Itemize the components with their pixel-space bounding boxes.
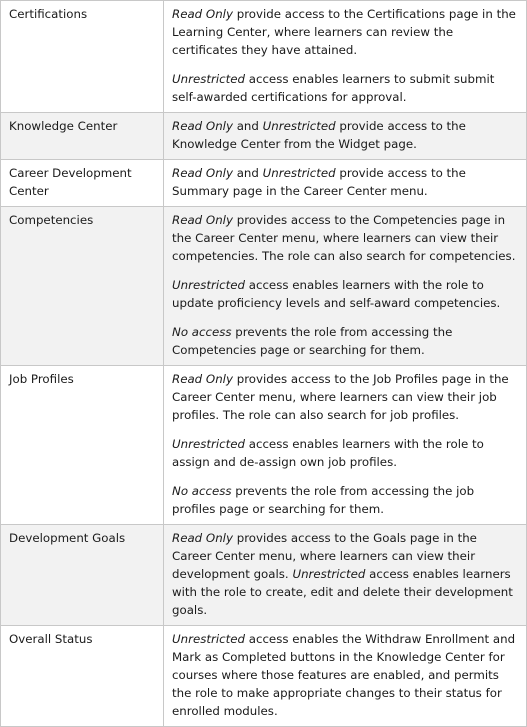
description-cell (164, 626, 527, 727)
description-text: and (232, 166, 263, 180)
description-text: provides access to the Job Profiles page in the Career Center menu, where learners can view their job profiles. The role can also search for job profiles. (172, 372, 509, 422)
feature-name-cell: Competencies (1, 207, 164, 366)
description-cell (164, 113, 527, 160)
access-level-term: No access (172, 484, 232, 498)
description-cell (164, 160, 527, 207)
description-cell (164, 525, 527, 626)
table-row (1, 1, 527, 113)
description-paragraph (172, 435, 518, 471)
description-paragraph (172, 630, 518, 720)
description-cell (164, 366, 527, 525)
table-row (1, 525, 527, 626)
feature-name-cell: Knowledge Center (1, 113, 164, 160)
description-paragraph (172, 70, 518, 106)
access-level-term: Read Only (172, 531, 233, 545)
access-level-term: Unrestricted (172, 632, 245, 646)
access-level-term: Unrestricted (172, 437, 245, 451)
feature-name-cell: Job Profiles (1, 366, 164, 525)
access-level-term: Read Only (172, 7, 233, 21)
description-text: provide access to the Certifications page in the Learning Center, where learners can review the certificates they have attained. (172, 7, 516, 57)
description-text: prevents the role from accessing the Competencies page or searching for them. (172, 325, 453, 357)
description-text: access enables learners to submit submit self-awarded certifications for approval. (172, 72, 495, 104)
description-text: provides access to the Goals page in the Career Center menu, where learners can view their development goals. (172, 531, 477, 581)
description-text: access enables learners with the role to assign and de-assign own job profiles. (172, 437, 484, 469)
permissions-table-body (1, 1, 527, 727)
access-level-term: No access (172, 325, 232, 339)
description-paragraph (172, 164, 518, 200)
description-paragraph (172, 117, 518, 153)
description-paragraph (172, 529, 518, 619)
table-row (1, 207, 527, 366)
description-cell (164, 1, 527, 113)
access-level-term: Read Only (172, 119, 233, 133)
table-row (1, 626, 527, 727)
access-level-term: Unrestricted (172, 278, 245, 292)
description-paragraph (172, 482, 518, 518)
description-paragraph (172, 276, 518, 312)
access-level-term: Read Only (172, 213, 233, 227)
feature-name-cell: Certifications (1, 1, 164, 113)
table-row (1, 113, 527, 160)
description-paragraph (172, 5, 518, 59)
table-row (1, 160, 527, 207)
access-level-term: Read Only (172, 372, 233, 386)
description-paragraph (172, 211, 518, 265)
description-text: prevents the role from accessing the job profiles page or searching for them. (172, 484, 475, 516)
feature-name-cell: Development Goals (1, 525, 164, 626)
description-text: provides access to the Competencies page in the Career Center menu, where learners can view their competencies. The role can also search for competencies. (172, 213, 516, 263)
access-level-term: Unrestricted (292, 567, 366, 581)
access-level-term: Unrestricted (262, 166, 336, 180)
description-paragraph (172, 323, 518, 359)
description-text: access enables the Withdraw Enrollment and Mark as Completed buttons in the Knowledge Center for courses where those features are enabled, and permits the role to make appropriate changes to their status for enrolled modules. (172, 632, 516, 718)
access-level-term: Unrestricted (262, 119, 336, 133)
description-text: access enables learners with the role to create, edit and delete their development goals. (172, 567, 513, 617)
description-text: provide access to the Summary page in the Career Center menu. (172, 166, 466, 198)
access-level-term: Unrestricted (172, 72, 245, 86)
access-level-term: Read Only (172, 166, 233, 180)
table-row (1, 366, 527, 525)
description-paragraph (172, 370, 518, 424)
description-text: provide access to the Knowledge Center from the Widget page. (172, 119, 466, 151)
feature-name-cell: Overall Status (1, 626, 164, 727)
description-text: and (232, 119, 263, 133)
description-cell (164, 207, 527, 366)
description-text: access enables learners with the role to update proficiency levels and self-award competencies. (172, 278, 501, 310)
feature-name-cell: Career Development Center (1, 160, 164, 207)
